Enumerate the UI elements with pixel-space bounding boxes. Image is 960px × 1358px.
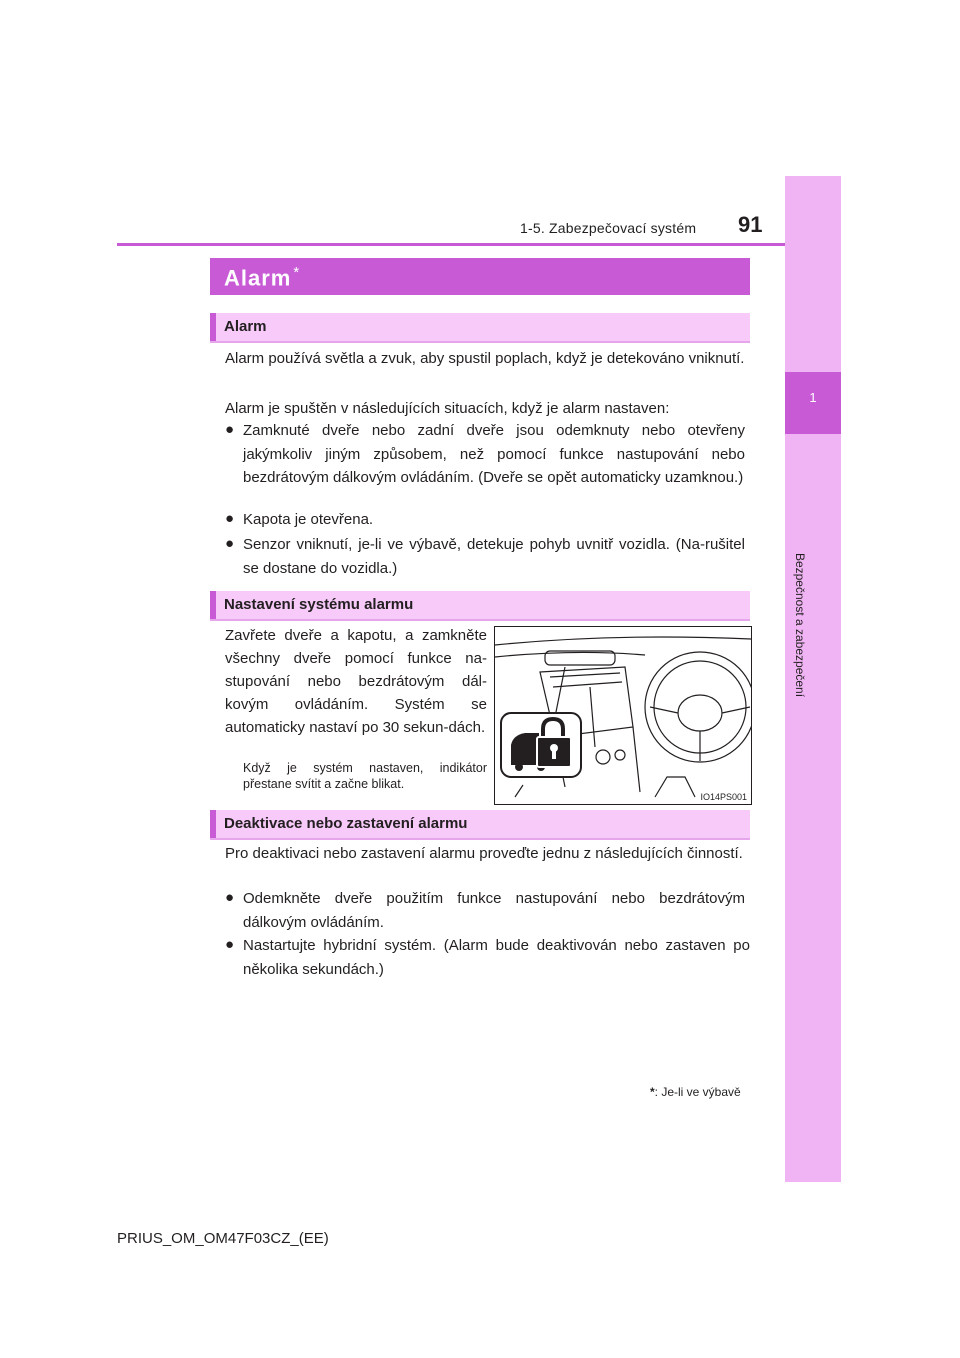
subheading-accent bbox=[210, 313, 216, 341]
subheading-deactivation bbox=[210, 810, 750, 840]
bullet-icon: ● bbox=[225, 535, 235, 552]
subheading-text: Alarm bbox=[224, 318, 267, 335]
bullet-icon: ● bbox=[225, 510, 235, 527]
page-title-text: Alarm bbox=[224, 265, 292, 291]
bullet-item bbox=[225, 508, 745, 532]
title-asterisk: * bbox=[293, 264, 301, 281]
subheading-alarm-setting bbox=[210, 591, 750, 621]
bullet-icon: ● bbox=[225, 421, 235, 438]
page-number: 91 bbox=[738, 212, 763, 237]
bullet-text: Kapota je otevřena. bbox=[243, 511, 374, 528]
bullet-item bbox=[225, 934, 750, 981]
bullet-item bbox=[225, 887, 745, 934]
car-lock-indicator-icon bbox=[501, 713, 581, 777]
bullet-icon: ● bbox=[225, 889, 235, 906]
footnote-asterisk: * bbox=[650, 1085, 655, 1099]
header-rule bbox=[117, 243, 785, 246]
page-title bbox=[224, 264, 300, 291]
chapter-number: 1 bbox=[809, 390, 817, 405]
figure-code: IO14PS001 bbox=[700, 792, 747, 802]
document-id: PRIUS_OM_OM47F03CZ_(EE) bbox=[117, 1230, 329, 1247]
bullet-item bbox=[225, 419, 745, 490]
dashboard-illustration bbox=[494, 626, 752, 805]
footnote-text: : Je-li ve výbavě bbox=[654, 1085, 741, 1099]
bullet-item bbox=[225, 533, 745, 580]
note: Když je systém nastaven, indikátor přestane svítit a začne blikat. bbox=[243, 761, 487, 791]
bullet-icon: ● bbox=[225, 936, 235, 953]
subheading-text: Nastavení systému alarmu bbox=[224, 596, 414, 613]
dashboard-drawing bbox=[495, 627, 751, 804]
paragraph: Zavřete dveře a kapotu, a zamkněte všechny dveře pomocí funkce na-stupování nebo bezdrátovým dál-kovým ovládáním. Systém se automaticky nastaví po 30 sekun-dách. bbox=[225, 627, 487, 736]
bullet-text: Senzor vniknutí, je-li ve výbavě, detekuje pohyb uvnitř vozidla. (Na-rušitel se dostane do vozidla.) bbox=[243, 536, 745, 577]
subheading-accent bbox=[210, 810, 216, 838]
paragraph: Alarm používá světla a zvuk, aby spustil poplach, když je detekováno vniknutí. bbox=[225, 350, 745, 367]
bullet-text: Odemkněte dveře použitím funkce nastupování nebo bezdrátovým dálkovým ovládáním. bbox=[243, 890, 745, 931]
paragraph: Alarm je spuštěn v následujících situacích, když je alarm nastaven: bbox=[225, 400, 670, 417]
subheading-accent bbox=[210, 591, 216, 619]
chapter-title: Bezpečnost a zabezpečení bbox=[793, 552, 807, 698]
subheading-alarm bbox=[210, 313, 750, 343]
footnote bbox=[650, 1085, 741, 1099]
subheading-text: Deaktivace nebo zastavení alarmu bbox=[224, 815, 468, 832]
bullet-text: Nastartujte hybridní systém. (Alarm bude deaktivován nebo zastaven po několika sekundách.) bbox=[243, 937, 750, 978]
bullet-text: Zamknuté dveře nebo zadní dveře jsou odemknuty nebo otevřeny jakýmkoliv jiným způsobem, než pomocí funkce nastupování nebo bezdrátovým dálkovým ovládáním. (Dveře se opět automaticky uzamknou.) bbox=[243, 422, 745, 486]
section-path: 1-5. Zabezpečovací systém bbox=[520, 220, 697, 236]
paragraph: Pro deaktivaci nebo zastavení alarmu proveďte jednu z následujících činností. bbox=[225, 845, 743, 862]
